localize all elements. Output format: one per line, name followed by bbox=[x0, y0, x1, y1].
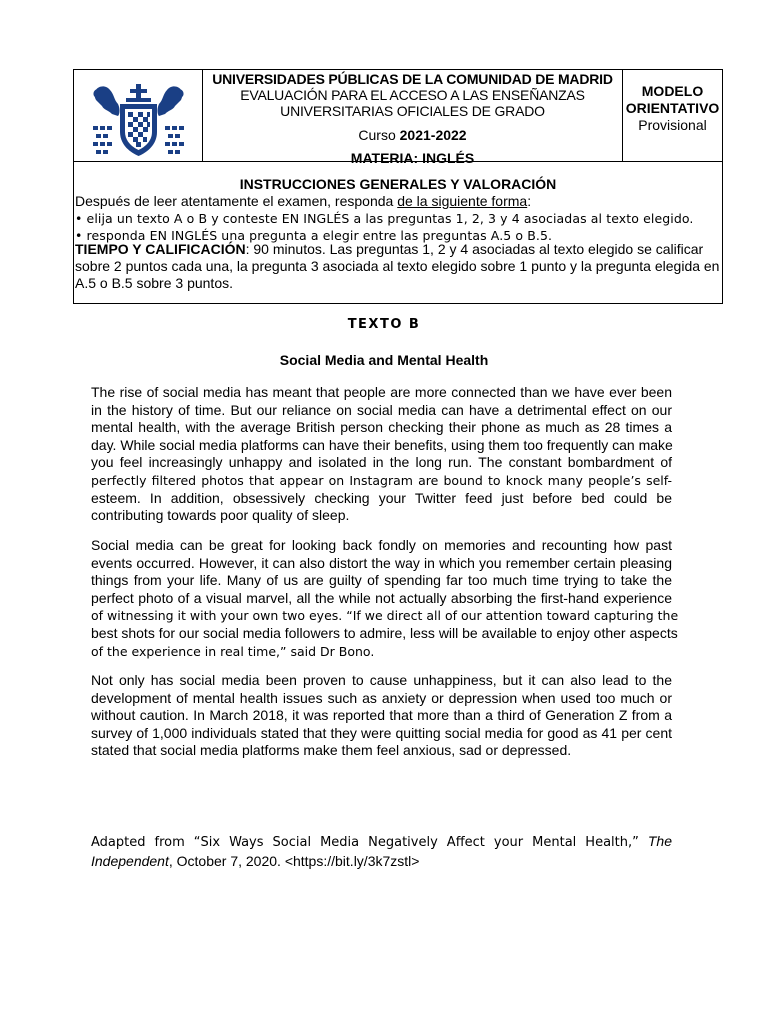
instructions-line-6: A.5 o B.5 sobre 3 puntos. bbox=[75, 275, 233, 291]
paragraph-line: of the experience in real time,” said Dr Bono. bbox=[91, 643, 375, 659]
article-title: Social Media and Mental Health bbox=[279, 352, 489, 368]
text-label: TEXTO B bbox=[347, 317, 421, 332]
instructions-box bbox=[73, 161, 723, 304]
paragraph-line: things from your life. Many of us are guilty of spending far too much time trying to take the bbox=[91, 572, 672, 589]
paragraph-1 bbox=[91, 384, 672, 525]
course-year bbox=[203, 127, 622, 143]
paragraph-line: of witnessing it with your own two eyes. “If we direct all of our attention toward capturing the bbox=[91, 608, 679, 624]
paragraph-line: contributing towards poor quality of sleep. bbox=[91, 507, 350, 524]
paragraph-3 bbox=[91, 672, 672, 760]
paragraph-line: development of mental health issues such as anxiety or depression when used too much or bbox=[91, 689, 672, 706]
source-line-2: Independent, October 7, 2020. <https://bit.ly/3k7zstl> bbox=[91, 853, 420, 869]
paragraph-line: best shots for our social media followers to admire, less will be available to enjoy other aspects bbox=[91, 624, 678, 641]
paragraph-line: events occurred. However, it can also distort the way in which you remember certain pleasing bbox=[91, 554, 672, 571]
paragraph-line: Social media can be great for looking back fondly on memories and recounting how past bbox=[91, 537, 672, 553]
course-value: 2021-2022 bbox=[399, 127, 467, 143]
university-logo-cell bbox=[74, 70, 203, 161]
subject: MATERIA: INGLÉS bbox=[350, 150, 475, 166]
source-line-1: Adapted from “Six Ways Social Media Negatively Affect your Mental Health,” The bbox=[91, 833, 672, 850]
exam-name-line1: EVALUACIÓN PARA EL ACCESO A LAS ENSEÑANZAS bbox=[240, 87, 585, 103]
exam-name-line2: UNIVERSITARIAS OFICIALES DE GRADO bbox=[280, 103, 545, 119]
paragraph-2 bbox=[91, 537, 679, 660]
model-cell bbox=[623, 70, 722, 161]
instructions-line-3: • responda EN INGLÉS una pregunta a elegir entre las preguntas A.5 o B.5. bbox=[75, 228, 553, 243]
paragraph-line: perfectly filtered photos that appear on Instagram are bound to knock many people’s self- bbox=[91, 472, 672, 488]
exam-header bbox=[73, 69, 723, 166]
paragraph-line: in the history of time. But our reliance on social media can have a detrimental effect on our bbox=[91, 401, 672, 418]
instructions-title: INSTRUCCIONES GENERALES Y VALORACIÓN bbox=[239, 176, 557, 192]
instructions-line-5: sobre 2 puntos cada una, la pregunta 3 asociada al texto elegido sobre 1 punto y la pregunta elegida en bbox=[75, 258, 720, 274]
university-name: UNIVERSIDADES PÚBLICAS DE LA COMUNIDAD DE MADRID bbox=[212, 71, 613, 87]
university-title-cell bbox=[203, 70, 623, 166]
paragraph-line: you feel increasingly unhappy and isolated in the long run. The constant bombardment of bbox=[91, 454, 672, 471]
model-label: MODELO ORIENTATIVO bbox=[625, 83, 720, 116]
course-label: Curso bbox=[358, 127, 400, 143]
instructions-line-4: TIEMPO Y CALIFICACIÓN: 90 minutos. Las preguntas 1, 2 y 4 asociadas al texto elegido se calificar bbox=[75, 241, 704, 257]
paragraph-line: day. While social media platforms can have their benefits, using them too frequently can make bbox=[91, 436, 673, 453]
paragraph-line: The rise of social media has meant that people are more connected than we have ever been bbox=[91, 384, 672, 400]
paragraph-line: without caution. In March 2018, it was reported that more than a third of Generation Z from a bbox=[91, 707, 672, 724]
provisional-label: Provisional bbox=[638, 117, 707, 133]
paragraph-line: mental health, with the average British person checking their phone as much as 28 times a bbox=[91, 419, 672, 436]
paragraph-line: stated that social media platforms make them feel anxious, sad or depressed. bbox=[91, 742, 572, 759]
instructions-line-2: • elija un texto A o B y conteste EN INGLÉS a las preguntas 1, 2, 3 y 4 asociadas al texto elegido. bbox=[75, 211, 694, 226]
paragraph-line: esteem. In addition, obsessively checking your Twitter feed just before bed could be bbox=[91, 489, 672, 506]
paragraph-line: perfect photo of a visual marvel, all the while not actually absorbing the first-hand experience bbox=[91, 589, 672, 606]
instructions-line-1: Después de leer atentamente el examen, responda de la siguiente forma: bbox=[75, 193, 532, 209]
paragraph-line: Not only has social media been proven to cause unhappiness, but it can also lead to the bbox=[91, 672, 672, 688]
paragraph-line: survey of 1,000 individuals stated that they were quitting social media for good as 41 per cent bbox=[91, 724, 672, 741]
source-citation bbox=[91, 832, 672, 871]
university-crest-logo bbox=[74, 70, 203, 161]
